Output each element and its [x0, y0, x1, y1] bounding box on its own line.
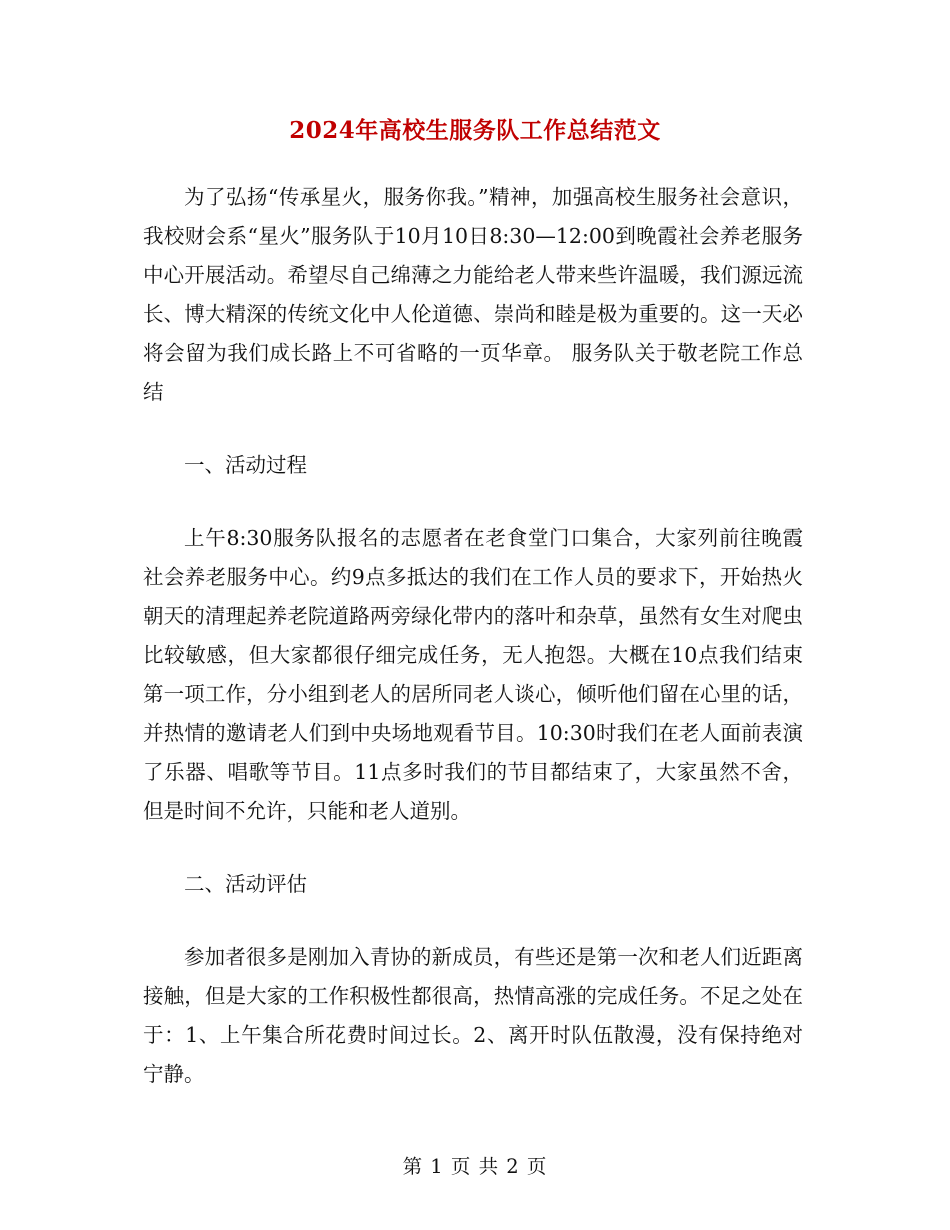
- process-paragraph: 上午8:30服务队报名的志愿者在老食堂门口集合，大家列前往晚霞社会养老服务中心。约9点多抵达的我们在工作人员的要求下，开始热火朝天的清理起养老院道路两旁绿化带内的落叶和杂草，虽然有女生对爬虫比较敏感，但大家都很仔细完成任务，无人抱怨。大概在10点我们结束第一项工作，分小组到老人的居所同老人谈心，倾听他们留在心里的话，并热情的邀请老人们到中央场地观看节目。10:30时我们在老人面前表演了乐器、唱歌等节目。11点多时我们的节目都结束了，大家虽然不舍，但是时间不允许，只能和老人道别。: [143, 526, 803, 823]
- section-heading-process: 一、活动过程: [184, 453, 307, 477]
- page-number-footer: 第 1 页 共 2 页: [402, 1155, 548, 1178]
- intro-paragraph: 为了弘扬“传承星火，服务你我。”精神，加强高校生服务社会意识，我校财会系“星火”服务队于10月10日8:30—12:00到晚霞社会养老服务中心开展活动。希望尽自己绵薄之力能给老人带来些许温暖，我们源远流长、博大精深的传统文化中人伦道德、崇尚和睦是极为重要的。这一天必将会留为我们成长路上不可省略的一页华章。 服务队关于敬老院工作总结: [143, 185, 803, 404]
- document-body: [143, 178, 803, 1128]
- document-title: 2024年高校生服务队工作总结范文: [289, 117, 661, 144]
- section-heading-evaluation: 二、活动评估: [184, 872, 307, 896]
- evaluation-paragraph: 参加者很多是刚加入青协的新成员，有些还是第一次和老人们近距离接触，但是大家的工作积极性都很高，热情高涨的完成任务。不足之处在于：1、上午集合所花费时间过长。2、离开时队伍散漫，没有保持绝对宁静。: [143, 945, 803, 1086]
